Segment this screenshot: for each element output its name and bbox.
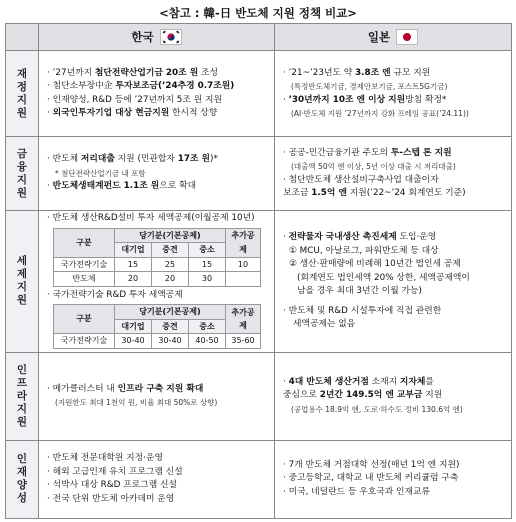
category-infra: 인 프 라 지 원 xyxy=(6,352,39,440)
korea-tax-table2: 구분 당기분(기본공제) 추가공제 대기업 중견 중소 국가전략기술 30-40 30-40 40-50 35-60 xyxy=(53,304,261,349)
japan-label: 일본 xyxy=(367,30,391,44)
korea-tax-line1: · 반도체 생산R&D설비 투자 세액공제(이월공제 10년) xyxy=(47,213,255,223)
category-financing: 금 융 지 원 xyxy=(6,137,39,211)
japan-talent: · 7개 반도체 거점대학 선정(매년 1억 엔 지원) · 중고등학교, 대학교 내 반도체 커리큘럼 구축 · 미국, 네덜란드 등 우호국과 인재교류 xyxy=(275,440,512,518)
japan-flag-icon xyxy=(396,29,418,45)
korea-tax-table1: 구분 당기분(기본공제) 추가공제 대기업 중견 중소 국가전략기술 15 25 15 10 반도체 20 20 30 xyxy=(53,228,261,287)
korea-talent: · 반도체 전문대학원 지정·운영 · 해외 고급인재 유치 프로그램 신설 · 석박사 대상 R&D 프로그램 신설 · 전국 단위 반도체 아카데미 운영 xyxy=(39,440,275,518)
japan-tax: · 전략물자 국내생산 촉진세제 도입·운영 ① MCU, 아날로그, 파워반도체 등 대상 ② 생산·판매량에 비례해 10년간 법인세 공제 (회계연도 법인세액 20% 상한, 세액공제액이 남을 경우 최대 3년간 이월 가능) · 반도체 및 R&D 시설투자에 직접 관련한 세액공제는 없음 xyxy=(275,211,512,353)
corner-cell xyxy=(6,24,39,51)
japan-financing: · 공공-민간금융기관 주도의 투-스텝 론 지원 (대출액 50억 엔 이상, 5년 이상 대출 시 저리대출) · 첨단반도체 생산설비구축사업 대출이자 보조금 1.5억 엔 지원(’22~’24 회계연도 기준) xyxy=(275,137,512,211)
korea-infra: · 메가클러스터 내 인프라 구축 지원 확대 (지원한도 최대 1천억 원, 비율 최대 50%로 상향) xyxy=(39,352,275,440)
korea-label: 한국 xyxy=(131,30,154,44)
korea-financing: · 반도체 저리대출 지원 (민관합자 17조 원)* * 첨단전략산업기금 내 포함 · 반도체생태계펀드 1.1조 원으로 확대 xyxy=(39,137,275,211)
japan-header xyxy=(275,24,512,51)
korea-tax xyxy=(39,211,275,353)
category-tax: 세 제 지 원 xyxy=(6,211,39,353)
japan-finance: · ’21~’23년도 약 3.8조 엔 규모 지원 (특정반도체기금, 경제안보기금, 포스트5G기금) · ’30년까지 10조 엔 이상 지원방침 확정* (AI·반도체 지원 ’27년까지 강화 프레임 공표(’24.11)) xyxy=(275,51,512,137)
comparison-table xyxy=(5,23,512,519)
page-title: <참고 : 韓-日 반도체 지원 정책 비교> xyxy=(159,6,357,20)
category-talent: 인 재 양 성 xyxy=(6,440,39,518)
korea-finance: · ’27년까지 첨단전략산업기금 20조 원 조성 · 첨단소부장中企 투자보조금(’24추경 0.7조원) · 인재양성, R&D 등에 ’27년까지 5조 원 지원 · 외국인투자기업 대상 현금지원 한시적 상향 xyxy=(39,51,275,137)
korea-flag-icon xyxy=(160,29,182,45)
category-finance: 재 정 지 원 xyxy=(6,51,39,137)
japan-infra: · 4대 반도체 생산거점 소재지 지자체를 중심으로 2년간 149.5억 엔 교부금 지원 (공업용수 18.9억 엔, 도로·하수도 정비 130.6억 엔) xyxy=(275,352,512,440)
korea-tax-line2: · 국가전략기술 R&D 투자 세액공제 xyxy=(47,289,183,300)
korea-header xyxy=(39,24,275,51)
